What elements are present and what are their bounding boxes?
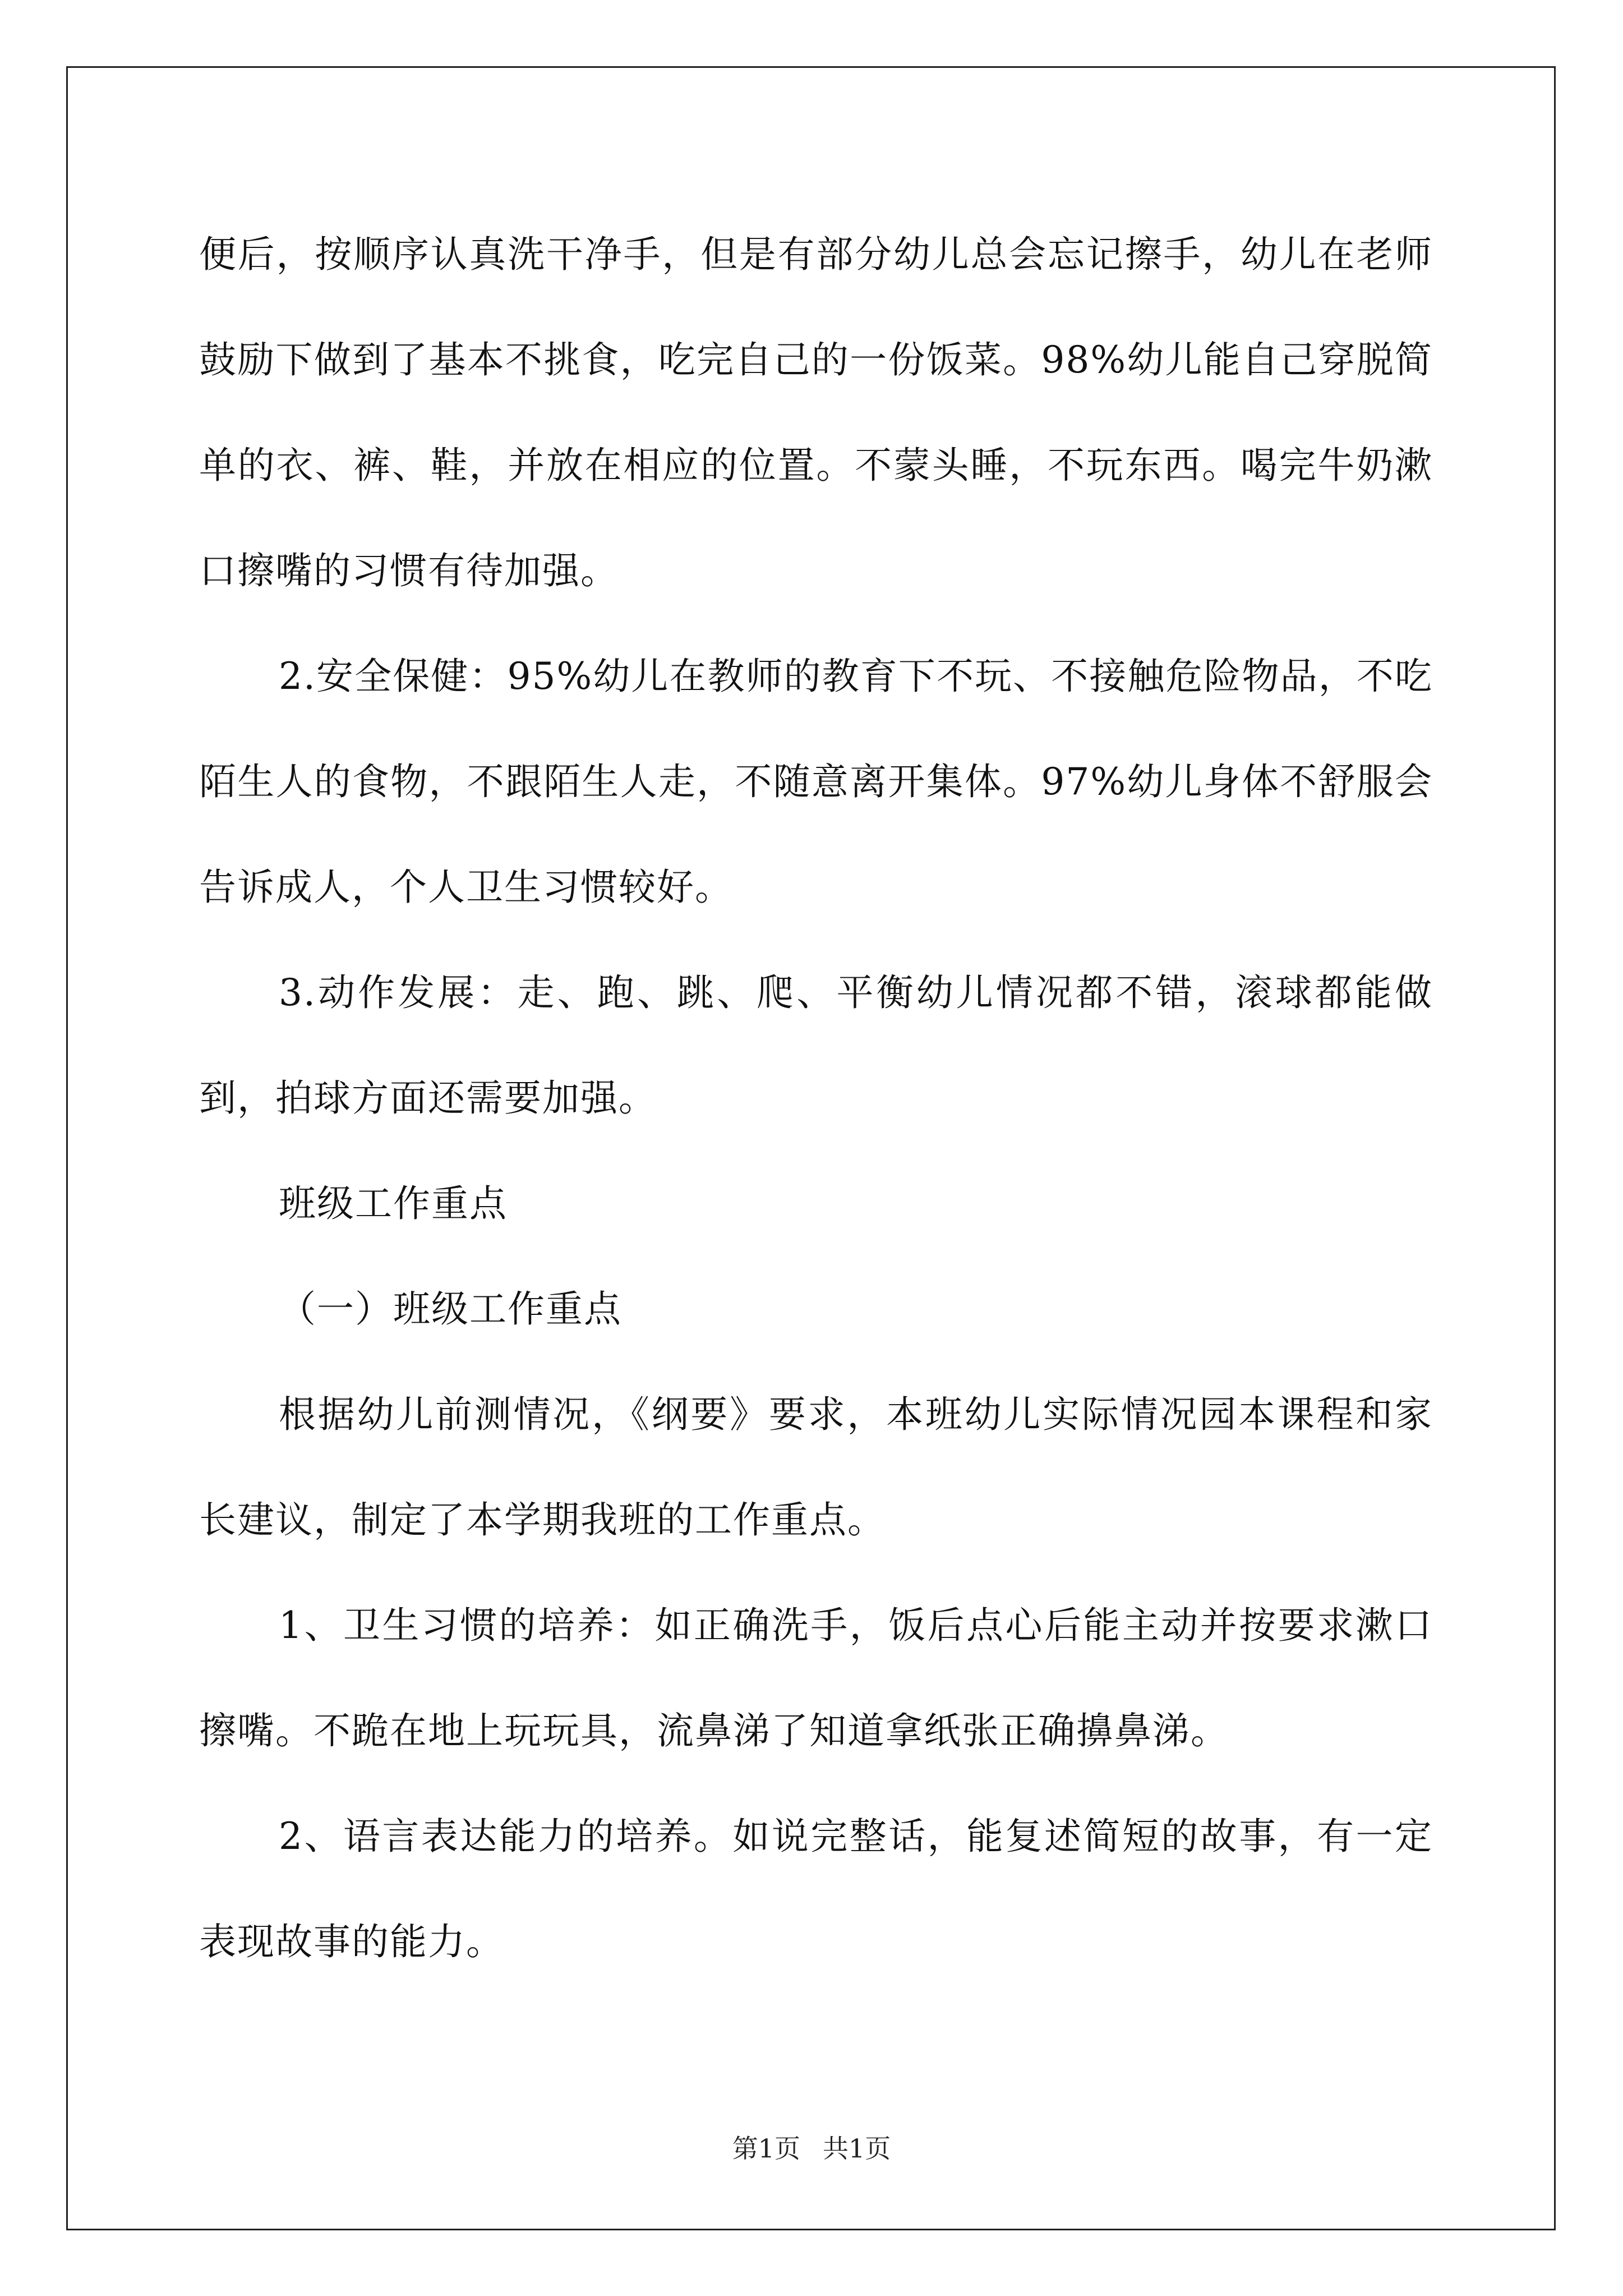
paragraph-4: 根据幼儿前测情况，《纲要》要求，本班幼儿实际情况园本课程和家长建议，制定了本学期我班的工作重点。 [199,1393,1433,1542]
paragraph-6: 2、语言表达能力的培养。如说完整话，能复述简短的故事，有一定表现故事的能力。 [199,1815,1433,1963]
paragraph-2: 2.安全保健：95%幼儿在教师的教育下不玩、不接触危险物品，不吃陌生人的食物，不跟陌生人走，不随意离开集体。97%幼儿身体不舒服会告诉成人，个人卫生习惯较好。 [199,655,1433,909]
paragraph-5: 1、卫生习惯的培养：如正确洗手，饭后点心后能主动并按要求漱口擦嘴。不跪在地上玩玩具，流鼻涕了知道拿纸张正确擤鼻涕。 [199,1604,1433,1752]
page-footer [0,2132,1623,2165]
section-heading: 班级工作重点 [279,1182,508,1225]
document-body [199,202,1433,1995]
paragraph-1: 便后，按顺序认真洗干净手，但是有部分幼儿总会忘记擦手，幼儿在老师鼓励下做到了基本不挑食，吃完自己的一份饭菜。98%幼儿能自己穿脱简单的衣、裤、鞋，并放在相应的位置。不蒙头睡，不玩东西。喝完牛奶漱口擦嘴的习惯有待加强。 [199,233,1433,592]
paragraph-3: 3.动作发展：走、跑、跳、爬、平衡幼儿情况都不错，滚球都能做到，拍球方面还需要加强。 [199,971,1433,1120]
page-total: 共1页 [823,2133,891,2164]
page-number: 第1页 [732,2133,800,2164]
subsection-heading: （一）班级工作重点 [279,1287,622,1331]
